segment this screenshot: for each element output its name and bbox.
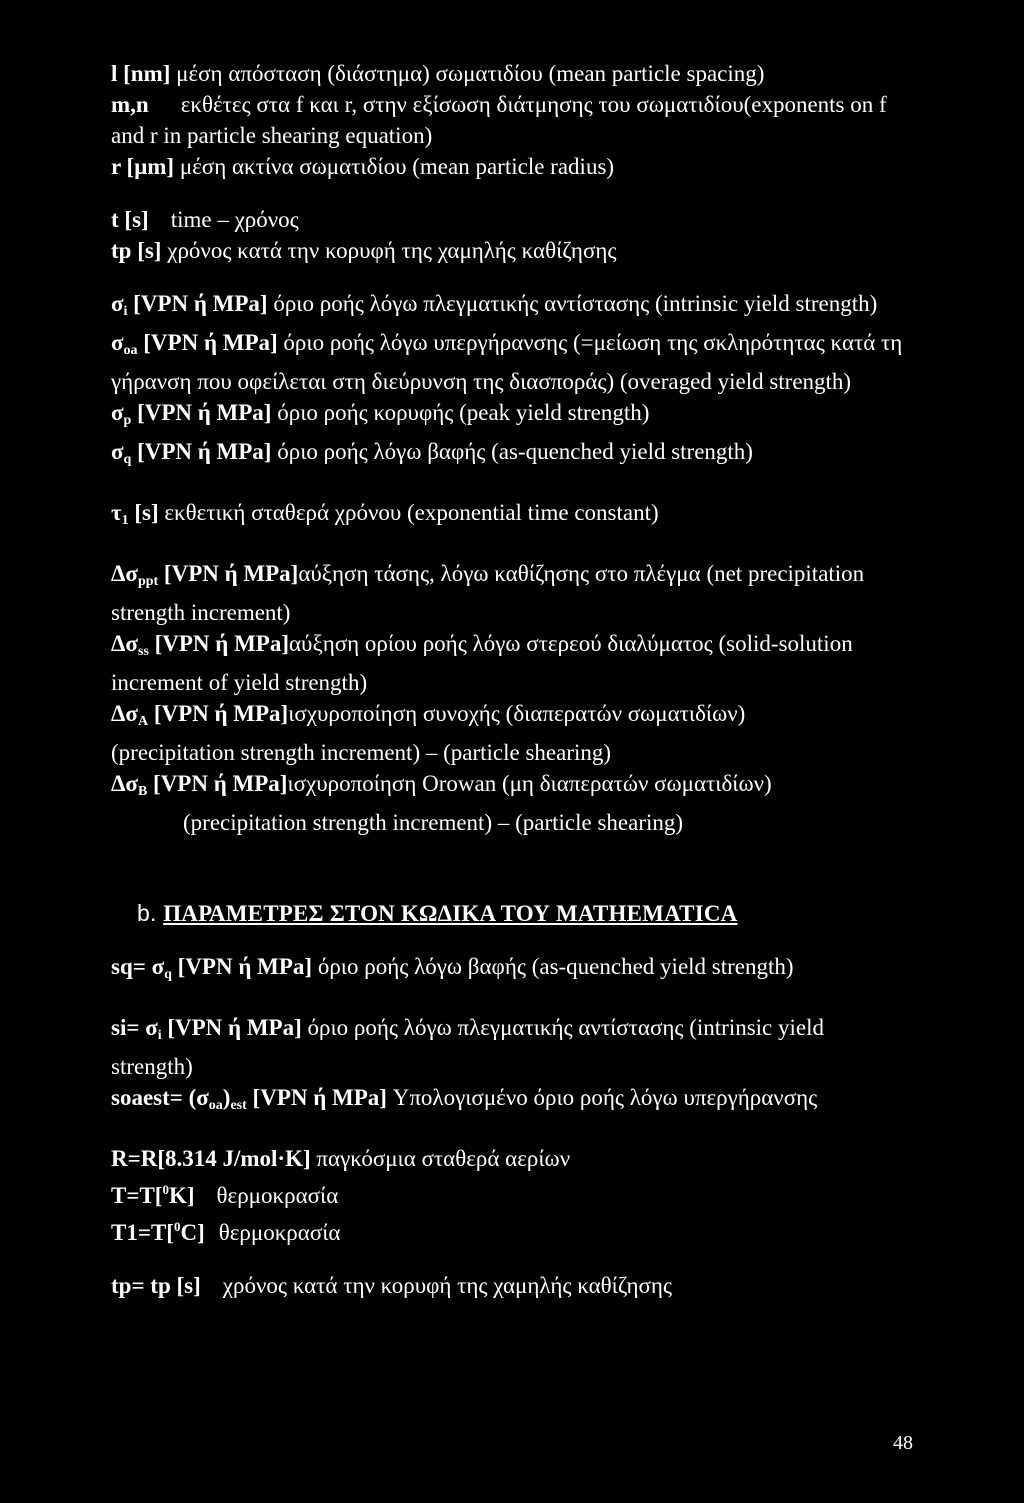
entry-sigma-q: $\sigma_q$ [VPN ή MPa] όριο ροής λόγω βαφής (as-quenched yield strength) — [111, 439, 753, 467]
param-soaest: soaest= $(\sigma_{oa})_{est}$ [VPN ή MPa] Υπολογισμένο όριο ροής λόγω υπεργήρανσης — [111, 1085, 818, 1113]
entry-dsigma-a: $\Delta\sigma_A$ [VPN ή MPa]ισχυροποίηση συνοχής (διαπερατών σωματιδίων) (precipitation strength increment) – (particle shearing) — [111, 701, 746, 765]
param-tp: tp= tp [s] χρόνος κατά την κορυφή της χαμηλής καθίζησης — [111, 1273, 673, 1298]
entry-dsigma-b: $\Delta\sigma_B$ [VPN ή MPa]ισχυροποίηση Orowan (μη διαπερατών σωματιδίων) (precipitation strength increment) – (particle shearing) — [111, 771, 772, 835]
entry-mn: m,n εκθέτες στα f και r, στην εξίσωση διάτμησης του σωματιδίου(exponents on f and r in particle shearing equation) — [111, 92, 887, 148]
entry-sigma-i: $\sigma_i$ [VPN ή MPa] όριο ροής λόγω πλεγματικής αντίστασης (intrinsic yield strength) — [111, 291, 878, 319]
entry-sigma-p: $\sigma_p$ [VPN ή MPa] όριο ροής κορυφής (peak yield strength) — [111, 400, 650, 428]
entry-t: t [s] time – χρόνος — [111, 207, 299, 232]
entry-dsigma-ppt: $\Delta\sigma_{ppt}$ [VPN ή MPa]αύξηση τάσης, λόγω καθίζησης στο πλέγμα (net precipitation strength increment) — [111, 561, 865, 625]
param-T1: T1=T[$^0$C] θερμοκρασία — [111, 1219, 341, 1245]
entry-r: r [μm] μέση ακτίνα σωματιδίου (mean particle radius) — [111, 154, 615, 179]
entry-tp: tp [s] χρόνος κατά την κορυφή της χαμηλής καθίζησης — [111, 238, 617, 263]
param-R: R=R[8.314 J/mol·K] παγκόσμια σταθερά αερίων — [111, 1146, 571, 1171]
entry-dsigma-ss: $\Delta\sigma_{ss}$ [VPN ή MPa]αύξηση ορίου ροής λόγω στερεού διαλύματος (solid-solution increment of yield strength) — [111, 631, 853, 695]
nomenclature-list — [111, 58, 911, 1301]
param-sq: $sq= \sigma_q$ [VPN ή MPa] όριο ροής λόγω βαφής (as-quenched yield strength) — [111, 954, 794, 982]
section-b-title: ΠΑΡΑΜΕΤΡΕΣ ΣΤΟΝ ΚΩΔΙΚΑ ΤΟΥ MATHEMATICA — [163, 901, 738, 926]
entry-l: l [nm] μέση απόσταση (διάστημα) σωματιδίου (mean particle spacing) — [111, 61, 765, 86]
param-T: T=T[$^0$K] θερμοκρασία — [111, 1182, 339, 1208]
section-b-heading — [137, 898, 911, 929]
page-number: 48 — [893, 1432, 913, 1454]
section-b-label: b. — [137, 900, 157, 926]
entry-sigma-oa: $\sigma_{oa}$ [VPN ή MPa] όριο ροής λόγω υπεργήρανσης (=μείωση της σκληρότητας κατά τη γήρανση που οφείλεται στη διεύρυνση της διασποράς) (overaged yield strength) — [111, 330, 903, 394]
param-si: $si= \sigma_i$ [VPN ή MPa] όριο ροής λόγω πλεγματικής αντίστασης (intrinsic yield strength) — [111, 1015, 825, 1079]
entry-tau-1: $\tau_1$ [s] εκθετική σταθερά χρόνου (exponential time constant) — [111, 500, 659, 528]
